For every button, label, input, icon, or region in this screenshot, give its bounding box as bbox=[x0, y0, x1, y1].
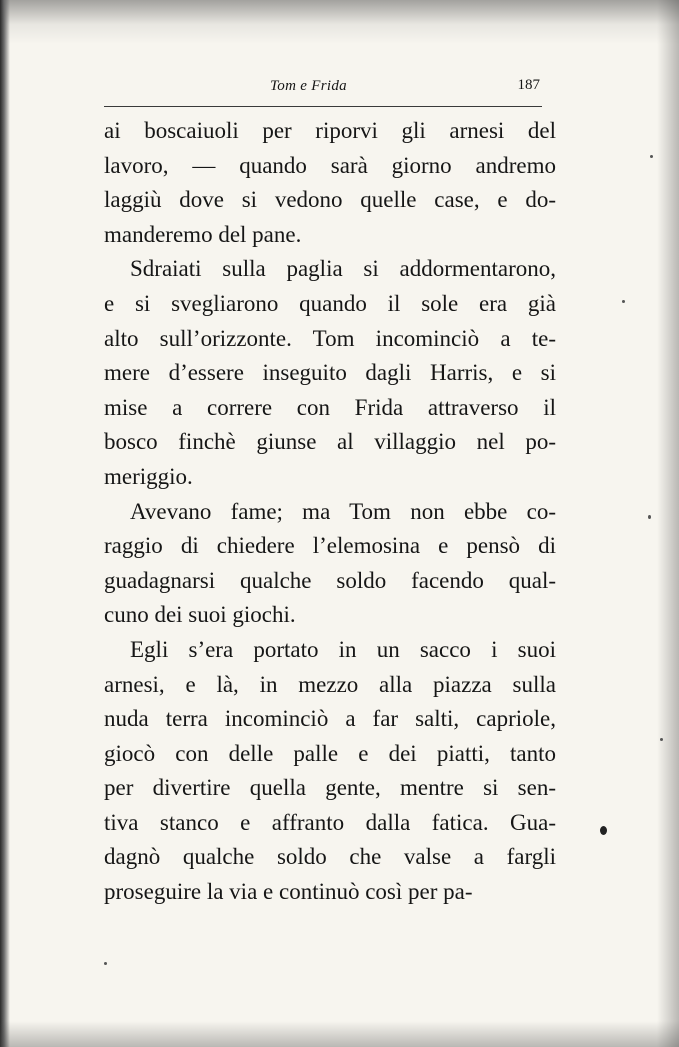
text-line: raggio di chiedere l’elemosina e pensò di bbox=[104, 533, 556, 559]
text-line: bosco finchè giunse al villaggio nel po- bbox=[104, 429, 556, 455]
text-line: laggiù dove si vedono quelle case, e do- bbox=[104, 187, 556, 213]
scan-fleck bbox=[660, 738, 663, 741]
running-title: Tom e Frida bbox=[270, 78, 347, 94]
page-number: 187 bbox=[517, 77, 540, 93]
scan-left-edge bbox=[0, 0, 10, 1047]
text-line: tiva stanco e affranto dalla fatica. Gua- bbox=[104, 809, 556, 835]
text-line: nuda terra incominciò a far salti, capriole, bbox=[104, 706, 556, 732]
paragraph bbox=[104, 252, 556, 494]
text-line: dagnò qualche soldo che valse a fargli bbox=[104, 844, 556, 870]
text-line: ai boscaiuoli per riporvi gli arnesi del bbox=[104, 118, 556, 143]
scan-bottom-shadow bbox=[0, 1021, 679, 1047]
text-line: lavoro, — quando sarà giorno andremo bbox=[104, 152, 556, 178]
paragraph bbox=[104, 633, 556, 910]
text-line: arnesi, e là, in mezzo alla piazza sulla bbox=[104, 671, 556, 697]
text-line: mise a correre con Frida attraverso il bbox=[104, 394, 556, 420]
scan-fleck bbox=[622, 300, 625, 303]
text-line: mere d’essere inseguito dagli Harris, e si bbox=[104, 360, 556, 386]
text-line: alto sull’orizzonte. Tom incominciò a te- bbox=[104, 325, 556, 351]
text-line: Avevano fame; ma Tom non ebbe co- bbox=[130, 498, 556, 524]
text-line: Egli s’era portato in un sacco i suoi bbox=[130, 636, 556, 662]
text-line: giocò con delle palle e dei piatti, tanto bbox=[104, 740, 556, 766]
text-line: manderemo del pane. bbox=[104, 221, 302, 247]
scan-fleck bbox=[650, 155, 653, 158]
paragraph bbox=[104, 495, 556, 633]
text-line: cuno dei suoi giochi. bbox=[104, 602, 296, 628]
text-line: Sdraiati sulla paglia si addormentarono, bbox=[130, 256, 556, 282]
text-line: meriggio. bbox=[104, 463, 193, 489]
text-line: proseguire la via e continuò così per pa- bbox=[104, 879, 473, 905]
text-line: per divertire quella gente, mentre si sen- bbox=[104, 775, 556, 801]
scan-right-edge bbox=[657, 0, 679, 1047]
scan-fleck bbox=[104, 962, 107, 965]
scan-fleck bbox=[648, 515, 651, 519]
body-text bbox=[104, 114, 556, 910]
scan-top-shadow bbox=[0, 0, 679, 44]
paragraph bbox=[104, 114, 556, 252]
margin-ink-dot bbox=[600, 826, 607, 835]
text-line: guadagnarsi qualche soldo facendo qual- bbox=[104, 567, 556, 593]
header-rule bbox=[104, 106, 542, 107]
page-header bbox=[104, 76, 542, 100]
text-line: e si svegliarono quando il sole era già bbox=[104, 290, 556, 316]
